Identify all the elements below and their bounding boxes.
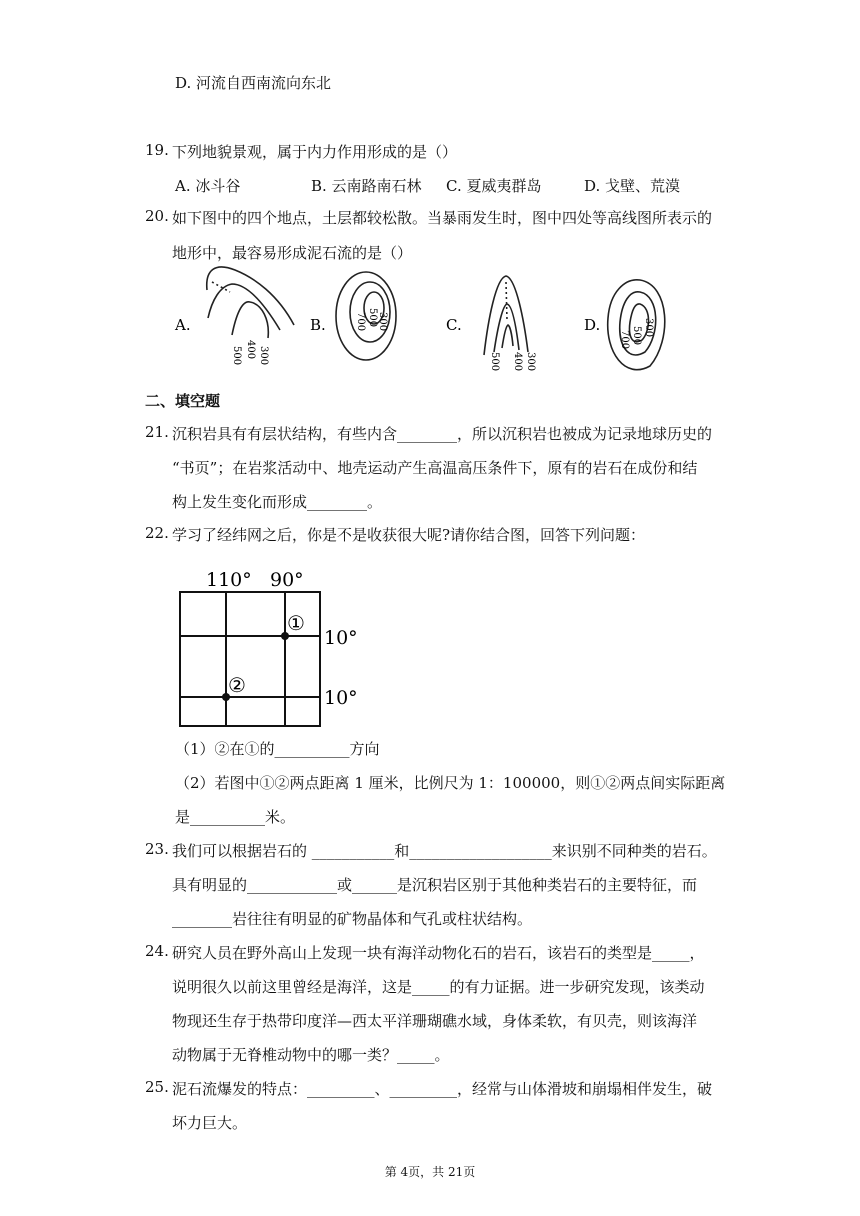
q20-figure-d-c3: 300 [643, 318, 654, 338]
q22-point-1-label: ① [287, 611, 305, 635]
q23-number: 23. [145, 840, 169, 858]
q20-figure-c-c3: 300 [525, 352, 536, 372]
section-title: 二、填空题 [145, 392, 221, 410]
q21-line2: “书页”；在岩浆活动中、地壳运动产生高温高压条件下，原有的岩石在成份和结 [172, 459, 698, 477]
q20-contour-figures [0, 0, 860, 400]
q21-line1: 沉积岩具有有层状结构，有些内含________，所以沉积岩也被成为记录地球历史的 [172, 425, 713, 443]
q19-option-a: A. 冰斗谷 [175, 177, 241, 195]
q25-line2: 坏力巨大。 [172, 1114, 248, 1132]
q20-figure-a-c1: 500 [231, 346, 242, 366]
q23-line3: ________岩往往有明显的矿物晶体和气孔或柱状结构。 [172, 910, 533, 928]
q20-figure-b-c2: 500 [367, 308, 378, 328]
q19-option-c: C. 夏威夷群岛 [446, 177, 542, 195]
q20-figure-b-c3: 700 [355, 312, 366, 332]
q25-line1: 泥石流爆发的特点：_________、_________，经常与山体滑坡和崩塌相伴发生，破 [172, 1080, 713, 1098]
q18-option-d: D. 河流自西南流向东北 [175, 74, 332, 92]
q22-lon-label-110: 110° [206, 569, 252, 591]
q24-line1: 研究人员在野外高山上发现一块有海洋动物化石的岩石，该岩石的类型是_____， [172, 944, 705, 962]
q22-sub1: （1）②在①的__________方向 [175, 740, 380, 758]
q20-stem-line1: 如下图中的四个地点，土层都较松散。当暴雨发生时，图中四处等高线图所表示的 [172, 209, 713, 227]
q21-line3: 构上发生变化而形成________。 [172, 493, 383, 511]
q20-figure-d-contours [608, 280, 665, 370]
q20-figure-d-c2: 500 [631, 326, 642, 346]
q19-option-d: D. 戈壁、荒漠 [584, 177, 681, 195]
q22-point-2-label: ② [228, 673, 246, 697]
q19-option-b: B. 云南路南石林 [311, 177, 422, 195]
q23-line2: 具有明显的____________或______是沉积岩区别于其他种类岩石的主要特征，而 [172, 876, 698, 894]
q20-stem-line2: 地形中，最容易形成泥石流的是（） [172, 244, 413, 262]
q19-number: 19. [145, 141, 169, 159]
q22-lon-label-90: 90° [270, 569, 304, 591]
q24-line2: 说明很久以前这里曾经是海洋，这是_____的有力证据。进一步研究发现，该类动 [172, 978, 705, 996]
page-footer: 第 4页，共 21页 [384, 1165, 476, 1179]
q20-figure-b-label: B. [310, 316, 326, 334]
q20-figure-c-contours [484, 276, 528, 355]
q20-figure-d-label: D. [584, 316, 601, 334]
q20-figure-a-label: A. [175, 316, 191, 334]
q23-line1: 我们可以根据岩石的 ___________和___________________来识别不同种类的岩石。 [172, 842, 717, 860]
q20-figure-c-label: C. [446, 316, 462, 334]
q21-number: 21. [145, 423, 169, 441]
q20-figure-c-c1: 500 [489, 352, 500, 372]
q20-figure-a-c3: 300 [258, 346, 269, 366]
q24-number: 24. [145, 942, 169, 960]
q22-sub2-line1: （2）若图中①②两点距离 1 厘米，比例尺为 1：100000，则①②两点间实际距离 [175, 774, 726, 792]
q24-line4: 动物属于无脊椎动物中的哪一类？_____。 [172, 1046, 450, 1064]
q20-figure-a-contours [207, 267, 294, 338]
q20-figure-c-c2: 400 [512, 352, 523, 372]
q22-lat-label-upper: 10° [324, 627, 358, 649]
q19-stem: 下列地貌景观，属于内力作用形成的是（） [172, 143, 458, 161]
q20-figure-b-c1: 300 [377, 312, 388, 332]
q22-number: 22. [145, 524, 169, 542]
q22-lat-lon-grid [170, 560, 370, 735]
q20-number: 20. [145, 207, 169, 225]
q20-figure-d-c1: 700 [619, 330, 630, 350]
q20-figure-a-c2: 400 [245, 340, 256, 360]
q24-line3: 物现还生存于热带印度洋—西太平洋珊瑚礁水域，身体柔软，有贝壳，则该海洋 [172, 1012, 698, 1030]
q22-sub2-line2: 是__________米。 [175, 808, 296, 826]
q22-stem: 学习了经纬网之后，你是不是收获很大呢?请你结合图，回答下列问题： [172, 526, 646, 544]
q25-number: 25. [145, 1078, 169, 1096]
q22-lat-label-lower: 10° [324, 687, 358, 709]
